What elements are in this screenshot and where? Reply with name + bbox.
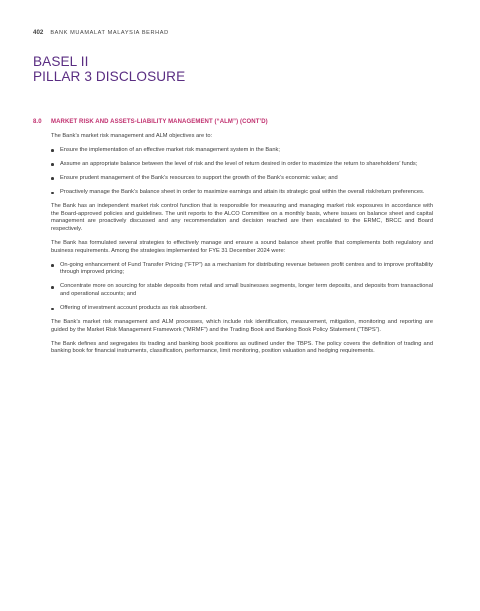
bullet-icon: [51, 308, 54, 311]
strategies-paragraph: The Bank has formulated several strategies to effectively manage and ensure a sound balance sheet profile that complements both regulatory and business requirements. Among the strategies implemented for FYE 31 December 2024 were:: [51, 239, 433, 254]
list-item-text: On-going enhancement of Fund Transfer Pricing (“FTP”) as a mechanism for distributing revenue between profit centres and to improve profitability through improved pricing;: [60, 261, 433, 276]
list-item-text: Assume an appropriate balance between the level of risk and the level of return desired in order to maximize the return to shareholders’ funds;: [60, 160, 418, 167]
bullet-icon: [51, 163, 54, 166]
bullet-icon: [51, 149, 54, 152]
page-title-line-2: PILLAR 3 DISCLOSURE: [33, 68, 186, 84]
bullet-icon: [51, 286, 54, 289]
intro-paragraph: The Bank’s market risk management and ALM objectives are to:: [51, 132, 213, 139]
list-item: [51, 161, 433, 169]
section-heading: [33, 119, 433, 127]
list-item: [51, 262, 433, 277]
running-title: BANK MUAMALAT MALAYSIA BERHAD: [50, 30, 169, 36]
section-number: 8.0: [33, 119, 42, 125]
list-item-text: Offering of investment account products as risk absorbent.: [60, 305, 207, 311]
list-item-text: Ensure prudent management of the Bank’s resources to support the growth of the Bank’s economic value; and: [60, 174, 338, 181]
bullet-icon: [51, 177, 54, 180]
page-number: 402: [33, 29, 44, 36]
strategies-list: [51, 262, 433, 313]
page-title-line-1: BASEL II: [33, 54, 89, 69]
list-item-text: Concentrate more on sourcing for stable deposits from retail and small businesses segments, longer term deposits, and deposits from transactional and operational accounts; and: [60, 283, 433, 297]
list-item-text: Proactively manage the Bank’s balance sheet in order to maximize earnings and attain its strategic goal within the overall risk/return preferences.: [60, 188, 425, 195]
page-title: [33, 55, 185, 84]
list-item: [51, 305, 433, 313]
bullet-icon: [51, 192, 54, 195]
list-item-text: Ensure the implementation of an effective market risk management system in the Bank;: [60, 146, 280, 153]
objectives-list: [51, 147, 433, 197]
processes-paragraph: The Bank’s market risk management and ALM processes, which include risk identification, measurement, mitigation, monitoring and reporting are guided by the Market Risk Management Framework (“MRMF”) and the Trading Book and Banking Book Policy Statement (“TBPS”).: [51, 319, 433, 333]
section-8: [33, 119, 433, 362]
list-item: [51, 283, 433, 298]
function-paragraph: The Bank has an independent market risk control function that is responsible for measuring and managing market risk exposures in accordance with the Board-approved policies and guidelines. The unit reports to the ALCO Committee on a monthly basis, where issues on balance sheet and capital management are proactively discussed and any recommendation and decision reached are then escalated to the ERMC, BRCC and Board respectively.: [51, 203, 433, 232]
section-body: [51, 133, 433, 356]
bullet-icon: [51, 264, 54, 267]
list-item: [51, 175, 433, 183]
running-header: [33, 29, 169, 36]
list-item: [51, 147, 433, 155]
policy-paragraph: The Bank defines and segregates its trading and banking book positions as outlined under the TBPS. The policy covers the definition of trading and banking book for financial instruments, classification, performance, limit monitoring, position valuation and hedging requirements.: [51, 340, 433, 355]
section-title: MARKET RISK AND ASSETS-LIABILITY MANAGEMENT (“ALM”) (CONT’D): [51, 119, 268, 125]
list-item: [51, 189, 433, 197]
